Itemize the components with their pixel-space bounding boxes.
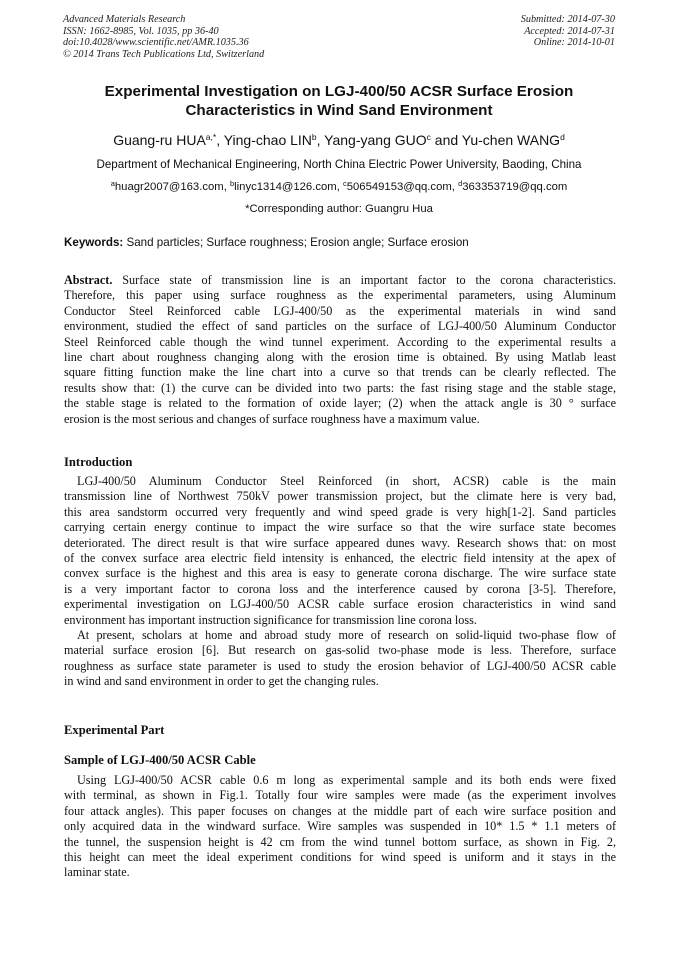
sample-subheading: Sample of LGJ-400/50 ACSR Cable [64, 753, 256, 767]
intro-line: carrying certain energy continue to impact the wire surface so that the wire surface state becomes [64, 520, 616, 535]
intro-line: material surface erosion [6]. But research on gas-solid two-phase mode is less. Therefore, surface [64, 643, 616, 658]
abstract-line: line chart about roughness changing along with the erosion time is obtained. By using Matlab least [64, 349, 616, 364]
intro-line: in wind and sand environment in order to get the changing rules. [64, 674, 379, 689]
abstract-line: results show that: (1) the curve can be divided into two parts: the fast rising stage and the stable stage, [64, 380, 616, 395]
affiliation: Department of Mechanical Engineering, North China Electric Power University, Baoding, China [96, 158, 582, 171]
email-2-sup: b [229, 179, 235, 188]
sample-line: this height can meet the ideal experiment conditions for wind speed is uniform and it stays in the [64, 849, 616, 864]
sample-line: with terminal, as shown in Fig.1. Totally four wire samples were made (as the experiment involves [64, 788, 616, 803]
author-1: Guang-ru HUA [113, 132, 206, 148]
journal-name: Advanced Materials Research [63, 14, 186, 25]
sample-line: only acquired data in the windward surface. Wire samples was suspended in 10* 1.5 * 1.1 meters of [64, 819, 616, 834]
intro-line: is a very important factor to corona loss and the interference caused by corona [3-5]. Therefore, [64, 581, 616, 596]
author-1-sup: a,* [205, 132, 217, 142]
issn: ISSN: 1662-8985, Vol. 1035, pp 36-40 [63, 25, 219, 37]
submitted-date: Submitted: 2014-07-30 [520, 14, 615, 25]
abstract [64, 273, 616, 427]
email-1[interactable]: huagr2007@163.com, [114, 181, 230, 193]
intro-line: experimental investigation on LGJ-400/50 ACSR cable surface erosion characteristics in wind sand [64, 597, 616, 612]
author-list [40, 131, 638, 149]
abstract-line: the stable stage is related to the formation of oxide layer; (2) when the attack angle is 30 ° surface [64, 396, 616, 411]
doi: doi:10.4028/www.scientific.net/AMR.1035.36 [63, 37, 249, 49]
intro-line: environment has important instruction significance for transmission line corona loss. [64, 612, 477, 627]
sample-line: Using LGJ-400/50 ACSR cable 0.6 m long as experimental sample and its both ends were fixed [77, 773, 616, 787]
author-2-sup: b [311, 132, 317, 142]
email-2[interactable]: linyc1314@126.com, [234, 181, 343, 193]
keywords-label: Keywords: [64, 236, 124, 249]
author-3: , Yang-yang GUO [316, 132, 427, 148]
sample-line: laminar state. [64, 865, 130, 880]
email-4-sup: d [458, 179, 463, 188]
intro-line: LGJ-400/50 Aluminum Conductor Steel Reinforced (in short, ACSR) cable is the main [77, 474, 616, 488]
paper-title [60, 82, 618, 120]
keywords-text: Sand particles; Surface roughness; Erosion angle; Surface erosion [123, 236, 469, 249]
accepted-date: Accepted: 2014-07-31 [524, 25, 615, 37]
introduction-heading: Introduction [64, 455, 133, 469]
experimental-heading: Experimental Part [64, 723, 165, 737]
sample-line: the tunnel, the suspension height is 42 cm from the wind tunnel bottom surface, as shown in Fig. 2, [64, 834, 616, 849]
abstract-line: square fitting function make the line chart into a curve so that trends can be clearly reflected. The [64, 365, 616, 380]
author-2: , Ying-chao LIN [216, 132, 312, 148]
abstract-line: environment, studied the effect of sand particles on the surface of LGJ-400/50 Aluminum Conductor [64, 319, 616, 334]
abstract-line: erosion is the most serious and changes of surface roughness have a maximum value. [64, 411, 480, 426]
abstract-line: Therefore, this paper using surface roughness as the experimental parameters, using Aluminum [64, 288, 616, 303]
intro-line: deteriorated. The direct result is that wire surface appeared dunes wavy. Research shows that: on most [64, 535, 616, 550]
author-3-sup: c [426, 132, 431, 142]
abstract-line-text: Surface state of transmission line is an important factor to the corona characteristics. [112, 273, 616, 287]
email-1-sup: a [110, 179, 115, 188]
author-emails [40, 180, 638, 194]
abstract-line: Conductor Steel Reinforced cable LGJ-400/50 as the experimental materials in wind sand [64, 303, 616, 318]
title-line-2: Characteristics in Wind Sand Environment [185, 102, 493, 119]
email-3-sup: c [342, 179, 347, 188]
publication-dates [521, 14, 615, 49]
keywords [64, 236, 616, 250]
sample-body [64, 773, 616, 881]
introduction-body [64, 474, 616, 689]
online-date: Online: 2014-10-01 [533, 37, 615, 49]
intro-line: transmission line of Northwest 750kV power transmission project, but the climate here is very bad, [64, 489, 616, 504]
journal-info [63, 14, 264, 60]
intro-line: of the convex surface area electric field intensity is enhanced, the electric field intensity at the apex of [64, 550, 616, 565]
abstract-line: Steel Reinforced cable though the wind tunnel experiment. According to the experimental results a [64, 334, 616, 349]
sample-line: four attack angles). This paper focuses on changes at the middle part of each wire surface position and [64, 803, 616, 818]
abstract-line [64, 273, 616, 288]
intro-line: roughness as surface state parameter is used to study the erosion behavior of LGJ-400/50 ACSR cable [64, 658, 616, 673]
author-4-sup: d [560, 132, 565, 142]
intro-line: At present, scholars at home and abroad study more of research on solid-liquid two-phase flow of [77, 627, 616, 642]
abstract-label: Abstract. [64, 273, 113, 287]
title-line-1: Experimental Investigation on LGJ-400/50 ACSR Surface Erosion [104, 83, 574, 100]
author-4: and Yu-chen WANG [430, 132, 561, 148]
email-3[interactable]: 506549153@qq.com, [346, 181, 459, 193]
copyright: © 2014 Trans Tech Publications Ltd, Switzerland [63, 48, 265, 60]
intro-line: this area sandstorm occurred very frequently and wind speed grade is very high[1-2]. Sand particles [64, 504, 616, 519]
email-4[interactable]: 363353719@qq.com [462, 181, 568, 193]
intro-line: convex surface is the highest and this area is easy to generate corona discharge. The wire surface state [64, 566, 616, 581]
corresponding-author: *Corresponding author: Guangru Hua [245, 203, 433, 215]
